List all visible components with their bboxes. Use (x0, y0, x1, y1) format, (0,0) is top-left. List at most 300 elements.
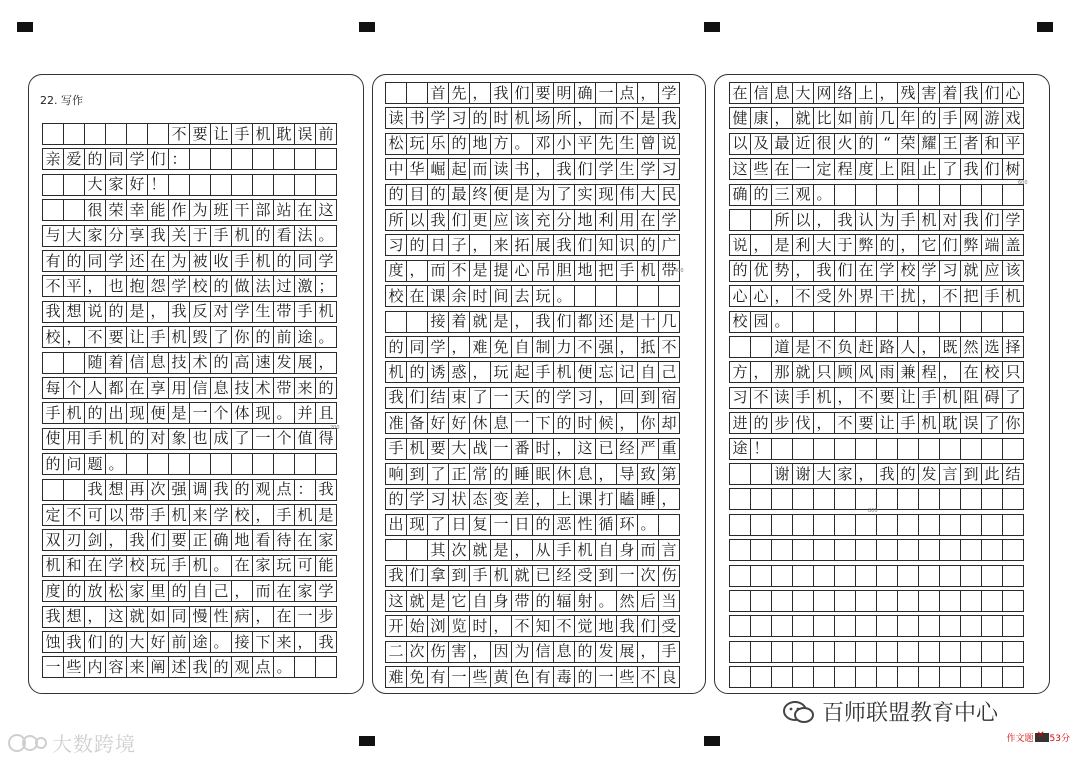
grid-cell (876, 590, 898, 612)
grid-cell (960, 641, 982, 663)
grid-row (42, 352, 350, 374)
grid-cell: 心 (511, 260, 533, 282)
question-label: 22. 写作 (40, 94, 83, 107)
grid-cell: 们 (574, 158, 596, 180)
grid-row (385, 641, 693, 663)
grid-cell: 息 (210, 377, 232, 399)
grid-cell: 应 (981, 260, 1003, 282)
grid-cell: 程 (918, 361, 940, 383)
grid-cell: ， (105, 529, 127, 551)
grid-cell: 点 (273, 479, 295, 501)
grid-cell (729, 565, 751, 587)
grid-cell (918, 311, 940, 333)
grid-cell: 手 (168, 555, 190, 577)
grid-cell: 带 (273, 301, 295, 323)
logo-icon (8, 732, 48, 754)
grid-cell (876, 184, 898, 206)
grid-cell (168, 174, 190, 196)
grid-cell: 想 (63, 606, 85, 628)
grid-cell: 的 (876, 234, 898, 256)
grid-cell: 中 (385, 158, 407, 180)
grid-cell (1002, 641, 1024, 663)
grid-cell: 让 (126, 326, 148, 348)
grid-cell: 提 (490, 260, 512, 282)
grid-cell: 曾 (637, 133, 659, 155)
grid-cell: 部 (252, 199, 274, 221)
grid-cell: 要 (532, 82, 554, 104)
grid-cell: 地 (574, 260, 596, 282)
grid-cell (315, 148, 337, 170)
grid-cell: 带 (126, 504, 148, 526)
grid-cell (960, 514, 982, 536)
grid-cell: 的 (750, 184, 772, 206)
grid-cell: 所 (553, 107, 575, 129)
grid-cell: 受 (813, 285, 835, 307)
grid-cell: 的 (168, 580, 190, 602)
grid-cell (834, 311, 856, 333)
grid-cell (939, 311, 961, 333)
grid-cell: 而 (252, 580, 274, 602)
grid-cell: 一 (490, 387, 512, 409)
grid-row (385, 234, 693, 256)
grid-cell: 而 (595, 107, 617, 129)
score-prefix: 作文题 (1006, 734, 1034, 744)
grid-cell: ， (813, 412, 835, 434)
grid-cell: 来 (189, 504, 211, 526)
grid-cell: 很 (84, 199, 106, 221)
grid-cell: 作 (168, 199, 190, 221)
grid-cell: 时 (469, 615, 491, 637)
grid-cell (168, 453, 190, 475)
grid-cell: ， (231, 580, 253, 602)
grid-cell: 也 (105, 275, 127, 297)
grid-cell: 邓 (532, 133, 554, 155)
grid-cell: 和 (981, 133, 1003, 155)
grid-cell: 结 (1002, 463, 1024, 485)
grid-cell: 战 (469, 438, 491, 460)
grid-cell: ， (469, 361, 491, 383)
grid-cell: 我 (42, 606, 64, 628)
grid-cell: 机 (63, 402, 85, 424)
grid-cell: 对 (210, 301, 232, 323)
grid-cell: 的 (427, 184, 449, 206)
grid-cell: 学 (427, 107, 449, 129)
grid-cell: 我 (126, 529, 148, 551)
grid-cell: 它 (918, 234, 940, 256)
grid-cell: ， (252, 504, 274, 526)
grid-cell: 自 (511, 336, 533, 358)
grid-cell: 。 (813, 184, 835, 206)
grid-cell: 打 (595, 488, 617, 510)
grid-cell (750, 615, 772, 637)
registration-mark (1037, 22, 1053, 32)
grid-cell (813, 590, 835, 612)
grid-cell: ， (658, 488, 680, 510)
grid-cell: ， (616, 336, 638, 358)
grid-cell: 游 (981, 107, 1003, 129)
grid-cell: 确 (729, 184, 751, 206)
grid-cell: 重 (658, 438, 680, 460)
grid-cell: 外 (834, 285, 856, 307)
grid-cell: 的 (490, 463, 512, 485)
grid-cell: 些 (750, 158, 772, 180)
grid-cell: 不 (658, 336, 680, 358)
grid-cell: 害 (918, 82, 940, 104)
grid-cell: 亲 (42, 148, 64, 170)
grid-cell: 先 (448, 82, 470, 104)
grid-cell: 在 (729, 82, 751, 104)
grid-cell: 手 (147, 326, 169, 348)
grid-cell (771, 615, 793, 637)
grid-cell: 们 (981, 82, 1003, 104)
grid-cell: 个 (273, 428, 295, 450)
grid-cell: 身 (490, 590, 512, 612)
grid-cell: 变 (490, 488, 512, 510)
grid-cell: 心 (1002, 82, 1024, 104)
grid-cell: 一 (294, 606, 316, 628)
grid-cell: 慢 (189, 606, 211, 628)
grid-cell: 机 (490, 565, 512, 587)
grid-cell: 不 (84, 326, 106, 348)
grid-cell: 状 (448, 488, 470, 510)
grid-cell: 使 (42, 428, 64, 450)
grid-cell: 和 (63, 555, 85, 577)
grid-cell: 我 (385, 387, 407, 409)
grid-cell (210, 453, 232, 475)
grid-cell: 就 (469, 311, 491, 333)
grid-cell (105, 123, 127, 145)
grid-cell: 次 (147, 479, 169, 501)
grid-cell (813, 488, 835, 510)
grid-cell: 目 (406, 184, 428, 206)
grid-cell: 严 (637, 438, 659, 460)
grid-cell (1002, 514, 1024, 536)
grid-cell: 地 (231, 529, 253, 551)
grid-row (42, 301, 350, 323)
grid-cell: 用 (616, 209, 638, 231)
grid-cell: 可 (84, 504, 106, 526)
grid-cell: 制 (532, 336, 554, 358)
grid-cell: 定 (42, 504, 64, 526)
grid-row (42, 250, 350, 272)
grid-cell: 些 (616, 666, 638, 688)
grid-cell: 蚀 (42, 631, 64, 653)
grid-row (729, 184, 1037, 206)
grid-cell: 校 (126, 555, 148, 577)
grid-cell (273, 174, 295, 196)
grid-cell: 们 (574, 234, 596, 256)
grid-cell: 一 (42, 656, 64, 678)
grid-cell: 反 (189, 301, 211, 323)
grid-row (729, 641, 1037, 663)
grid-cell: ， (918, 336, 940, 358)
grid-cell (658, 514, 680, 536)
grid-cell: 们 (981, 158, 1003, 180)
grid-cell (147, 123, 169, 145)
grid-cell (813, 514, 835, 536)
grid-cell: 。 (210, 555, 232, 577)
grid-cell: 难 (385, 666, 407, 688)
grid-cell (595, 285, 617, 307)
grid-cell: 后 (637, 590, 659, 612)
grid-cell: 不 (448, 260, 470, 282)
grid-row (385, 666, 693, 688)
grid-cell (1002, 311, 1024, 333)
grid-cell (834, 641, 856, 663)
grid-cell: 我 (42, 301, 64, 323)
grid-cell: 的 (918, 107, 940, 129)
grid-cell: 耽 (273, 123, 295, 145)
grid-cell: 好 (448, 412, 470, 434)
grid-cell: 下 (532, 412, 554, 434)
grid-cell: 的 (897, 463, 919, 485)
grid-cell: 吊 (532, 260, 554, 282)
grid-cell: 校 (897, 260, 919, 282)
grid-cell: 不 (792, 285, 814, 307)
grid-cell (771, 590, 793, 612)
grid-cell: 机 (813, 387, 835, 409)
grid-cell: 我 (315, 479, 337, 501)
grid-cell: 干 (231, 199, 253, 221)
grid-cell: 为 (876, 209, 898, 231)
grid-cell: 技 (231, 377, 253, 399)
grid-cell: 说 (84, 301, 106, 323)
grid-cell: 的 (385, 184, 407, 206)
grid-cell: 学 (595, 158, 617, 180)
grid-cell (294, 148, 316, 170)
grid-cell: 终 (469, 184, 491, 206)
grid-cell: 强 (168, 479, 190, 501)
grid-cell: ， (448, 336, 470, 358)
grid-cell: ， (84, 606, 106, 628)
grid-cell: 几 (658, 311, 680, 333)
grid-cell: 我 (553, 234, 575, 256)
grid-cell: 手 (897, 209, 919, 231)
grid-cell: 。 (511, 133, 533, 155)
grid-cell: 识 (616, 234, 638, 256)
grid-cell: 用 (63, 428, 85, 450)
grid-cell: 发 (273, 352, 295, 374)
grid-cell: 它 (448, 590, 470, 612)
grid-cell: 心 (750, 285, 772, 307)
grid-cell: 眠 (532, 463, 554, 485)
grid-cell: 就 (126, 606, 148, 628)
grid-cell (981, 565, 1003, 587)
grid-row (385, 82, 693, 104)
grid-row (42, 225, 350, 247)
grid-cell: 做 (231, 275, 253, 297)
registration-mark (359, 22, 375, 32)
grid-cell (834, 615, 856, 637)
grid-cell: 而 (427, 260, 449, 282)
grid-cell: 以 (105, 504, 127, 526)
grid-cell: 把 (595, 260, 617, 282)
grid-cell: 结 (427, 387, 449, 409)
grid-cell: 残 (897, 82, 919, 104)
grid-cell (918, 590, 940, 612)
grid-cell: 的 (406, 234, 428, 256)
grid-cell: 自 (469, 590, 491, 612)
grid-row (42, 377, 350, 399)
grid-cell: 耽 (939, 412, 961, 434)
grid-cell: 让 (876, 412, 898, 434)
grid-row (42, 479, 350, 501)
grid-row (729, 615, 1037, 637)
grid-cell (42, 199, 64, 221)
grid-cell: 让 (897, 387, 919, 409)
grid-cell: 束 (448, 387, 470, 409)
grid-cell: 看 (273, 225, 295, 247)
grid-row (729, 565, 1037, 587)
grid-cell: 不 (834, 412, 856, 434)
grid-cell: 觉 (574, 615, 596, 637)
grid-cell (876, 615, 898, 637)
grid-cell: 弊 (855, 234, 877, 256)
grid-cell: 而 (469, 158, 491, 180)
grid-cell (385, 82, 407, 104)
grid-cell: 可 (294, 555, 316, 577)
grid-cell (813, 565, 835, 587)
grid-cell: 看 (252, 529, 274, 551)
grid-cell (960, 615, 982, 637)
grid-cell (960, 565, 982, 587)
grid-cell: 们 (637, 615, 659, 637)
grid-cell: 不 (616, 107, 638, 129)
grid-cell: 步 (315, 606, 337, 628)
grid-cell: 过 (273, 275, 295, 297)
grid-cell: 带 (658, 260, 680, 282)
grid-cell: 健 (729, 107, 751, 129)
grid-cell (981, 666, 1003, 688)
grid-cell: 就 (792, 361, 814, 383)
grid-cell: 阐 (147, 656, 169, 678)
grid-cell: ， (511, 311, 533, 333)
grid-cell: 手 (658, 641, 680, 663)
grid-cell: 大 (84, 174, 106, 196)
grid-cell: 不 (42, 275, 64, 297)
grid-cell: 。 (315, 225, 337, 247)
grid-cell: 身 (616, 539, 638, 561)
grid-row (729, 412, 1037, 434)
grid-cell: 的 (750, 412, 772, 434)
grid-cell: 体 (231, 402, 253, 424)
grid-cell (918, 438, 940, 460)
row-number-mark: 600 (1018, 180, 1028, 186)
grid-cell: 园 (750, 311, 772, 333)
grid-cell: 准 (385, 412, 407, 434)
grid-cell: 来 (126, 656, 148, 678)
grid-cell: 方 (490, 133, 512, 155)
grid-cell: 经 (616, 438, 638, 460)
grid-row (385, 336, 693, 358)
grid-cell: 起 (448, 158, 470, 180)
grid-cell (792, 641, 814, 663)
grid-cell: ， (595, 387, 617, 409)
grid-cell: 利 (792, 234, 814, 256)
grid-row (729, 539, 1037, 561)
grid-cell: 的 (448, 133, 470, 155)
grid-cell: ， (750, 234, 772, 256)
grid-cell: 误 (960, 412, 982, 434)
grid-cell: 同 (105, 148, 127, 170)
grid-cell: 放 (84, 580, 106, 602)
grid-cell: “ (876, 133, 898, 155)
grid-cell: 戏 (1002, 107, 1024, 129)
grid-cell: 浏 (427, 615, 449, 637)
grid-cell: 享 (126, 225, 148, 247)
grid-cell: 为 (532, 184, 554, 206)
grid-cell: 在 (273, 606, 295, 628)
grid-cell (855, 590, 877, 612)
grid-cell (918, 666, 940, 688)
grid-cell: 着 (448, 311, 470, 333)
grid-cell: ， (252, 606, 274, 628)
grid-cell (750, 336, 772, 358)
score-suffix: 53分 (1049, 734, 1070, 744)
grid-cell: 机 (1002, 285, 1024, 307)
grid-cell: 手 (231, 123, 253, 145)
grid-cell: 手 (147, 504, 169, 526)
grid-cell: ， (771, 285, 793, 307)
grid-cell: 利 (595, 209, 617, 231)
grid-cell: 。 (595, 590, 617, 612)
grid-cell: 们 (84, 631, 106, 653)
grid-cell (855, 438, 877, 460)
grid-cell: 前 (855, 107, 877, 129)
grid-cell (210, 174, 232, 196)
grid-cell: 就 (469, 539, 491, 561)
grid-cell: 在 (147, 250, 169, 272)
grid-cell (750, 488, 772, 510)
grid-cell: 三 (771, 184, 793, 206)
grid-cell (813, 666, 835, 688)
grid-cell: 的 (63, 250, 85, 272)
grid-cell: 习 (574, 387, 596, 409)
grid-cell: 是 (792, 336, 814, 358)
grid-cell: 手 (897, 412, 919, 434)
grid-cell: ！ (750, 438, 772, 460)
grid-cell: 学 (406, 488, 428, 510)
grid-cell: 这 (385, 590, 407, 612)
grid-cell: 手 (469, 565, 491, 587)
grid-cell: 开 (385, 615, 407, 637)
grid-cell: 在 (84, 555, 106, 577)
grid-cell (834, 666, 856, 688)
grid-cell (42, 123, 64, 145)
grid-cell: 同 (168, 606, 190, 628)
grid-cell: 那 (771, 361, 793, 383)
grid-cell: 最 (771, 133, 793, 155)
grid-cell: 同 (84, 250, 106, 272)
grid-cell (63, 352, 85, 374)
grid-cell (729, 539, 751, 561)
grid-cell (729, 666, 751, 688)
grid-cell (834, 565, 856, 587)
grid-cell: ， (897, 234, 919, 256)
grid-cell: 生 (616, 133, 638, 155)
grid-cell: 手 (84, 428, 106, 450)
grid-cell: 十 (637, 311, 659, 333)
grid-cell: 好 (126, 174, 148, 196)
grid-cell: 术 (189, 352, 211, 374)
grid-cell (792, 514, 814, 536)
grid-cell: 的 (273, 250, 295, 272)
grid-cell (960, 539, 982, 561)
grid-cell (750, 666, 772, 688)
grid-cell: 生 (252, 301, 274, 323)
grid-cell: 到 (960, 463, 982, 485)
grid-cell: 黄 (490, 666, 512, 688)
